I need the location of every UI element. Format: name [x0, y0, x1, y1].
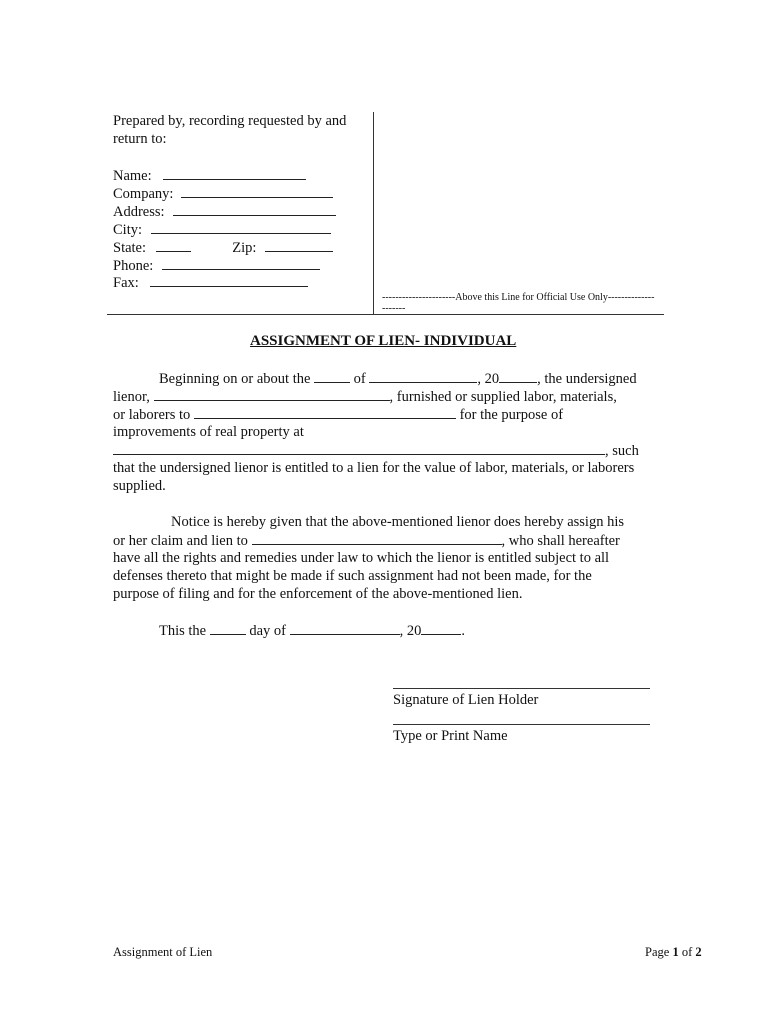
footer-title: Assignment of Lien: [113, 945, 213, 959]
p2-line3: have all the rights and remedies under law to which the lienor is entitled subject to all: [113, 550, 610, 566]
phone-row: [113, 256, 320, 275]
p1-year-field[interactable]: [499, 369, 537, 383]
p1-line5: [113, 441, 639, 460]
state-label: State:: [113, 240, 147, 256]
date-text-c: , 20: [399, 623, 422, 639]
zip-field[interactable]: [265, 238, 333, 252]
state-zip-row: [113, 238, 333, 257]
p1-line1: [159, 369, 637, 388]
zip-label: Zip:: [232, 240, 257, 256]
p2-line5: purpose of filing and for the enforcement of the above-mentioned lien.: [113, 586, 523, 602]
p1-l1-text-a: Beginning on or about the: [159, 371, 311, 387]
p2-line4: defenses thereto that might be made if such assignment had not been made, for the: [113, 568, 592, 584]
date-text-a: This the: [159, 623, 207, 639]
fax-label: Fax:: [113, 275, 139, 291]
city-field[interactable]: [151, 220, 331, 234]
company-field[interactable]: [181, 184, 333, 198]
p1-l2-text-b: , furnished or supplied labor, materials,: [389, 389, 617, 405]
page-current: 1: [672, 945, 679, 959]
date-line: [159, 621, 465, 640]
city-row: [113, 220, 331, 239]
p2-line2: [113, 531, 620, 550]
p1-l5-text: , such: [605, 443, 639, 459]
p1-line2: [113, 387, 617, 406]
page-total: 2: [695, 945, 702, 959]
company-label: Company:: [113, 186, 174, 202]
date-text-d: .: [461, 623, 466, 639]
header-horizontal-divider: [107, 314, 664, 315]
p1-lienor-field[interactable]: [154, 387, 390, 401]
name-label: Name:: [113, 168, 152, 184]
p1-l1-text-b: of: [353, 371, 366, 387]
fax-field[interactable]: [150, 277, 308, 287]
city-label: City:: [113, 222, 143, 238]
official-use-line1: ----------------------Above this Line for Official Use Only--------------: [382, 292, 655, 303]
phone-field[interactable]: [162, 256, 320, 270]
p2-l2-text-a: or her claim and lien to: [113, 533, 248, 549]
date-text-b: day of: [249, 623, 287, 639]
address-field[interactable]: [173, 202, 336, 216]
phone-label: Phone:: [113, 258, 154, 274]
p1-line6: that the undersigned lienor is entitled to a lien for the value of labor, materials, or laborers: [113, 460, 635, 476]
header-vertical-divider: [373, 112, 374, 315]
p1-l1-text-d: , the undersigned: [537, 371, 637, 387]
company-row: [113, 184, 333, 203]
p2-assignee-field[interactable]: [252, 531, 502, 545]
p1-l2-text-a: lienor,: [113, 389, 150, 405]
state-field[interactable]: [156, 238, 191, 252]
p1-l3-text-b: for the purpose of: [459, 407, 564, 423]
p1-line4: improvements of real property at: [113, 424, 304, 440]
page-number: [645, 945, 702, 960]
fax-row: [113, 274, 308, 292]
date-month-field[interactable]: [290, 621, 400, 635]
p2-line1: Notice is hereby given that the above-mentioned lienor does hereby assign his: [171, 514, 624, 530]
print-name-line[interactable]: [393, 724, 650, 725]
signature-line[interactable]: [393, 688, 650, 689]
document-title: ASSIGNMENT OF LIEN- INDIVIDUAL: [250, 333, 517, 349]
name-row: [113, 166, 306, 185]
official-use-line2: -------: [382, 303, 406, 314]
p1-property-field[interactable]: [113, 441, 605, 455]
date-day-field[interactable]: [210, 621, 246, 635]
print-name-label: Type or Print Name: [393, 728, 508, 744]
prepared-by-line1: Prepared by, recording requested by and: [113, 113, 347, 129]
signature-label: Signature of Lien Holder: [393, 692, 539, 708]
address-row: [113, 202, 336, 221]
p1-line7: supplied.: [113, 478, 166, 494]
p1-line3: [113, 405, 563, 424]
prepared-by-line2: return to:: [113, 131, 167, 147]
p2-l2-text-b: , who shall hereafter: [501, 533, 620, 549]
p1-day-field[interactable]: [314, 369, 350, 383]
page-prefix: Page: [645, 945, 670, 959]
page-of: of: [681, 945, 693, 959]
p1-month-field[interactable]: [369, 369, 477, 383]
p1-l3-text-a: or laborers to: [113, 407, 191, 423]
p1-l1-text-c: , 20: [477, 371, 500, 387]
p1-laborers-to-field[interactable]: [194, 405, 456, 419]
name-field[interactable]: [163, 166, 306, 180]
address-label: Address:: [113, 204, 165, 220]
date-year-field[interactable]: [421, 621, 461, 635]
